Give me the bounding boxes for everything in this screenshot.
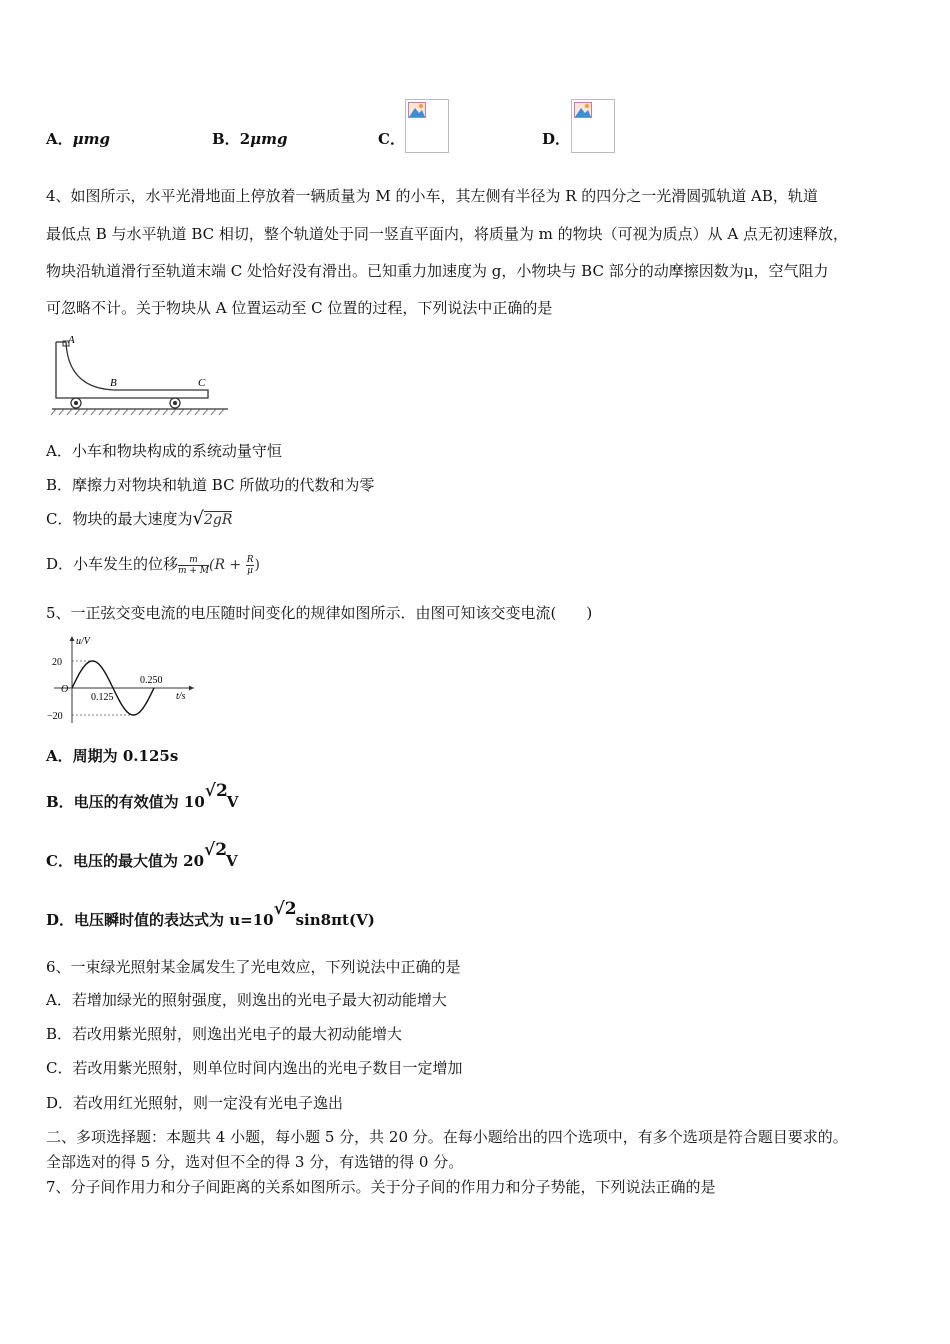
q4-option-c xyxy=(46,509,232,530)
q3-option-c xyxy=(378,128,405,149)
q5-option-d xyxy=(46,899,375,930)
cart-body xyxy=(56,342,208,398)
section2-heading-line-2: 全部选对的得 5 分，选对但不全的得 3 分，有选错的得 0 分。 xyxy=(46,1153,464,1171)
q5-voltage-chart xyxy=(44,633,200,725)
section2-heading-line-1: 二、多项选择题：本题共 4 小题，每小题 5 分，共 20 分。在每小题给出的四个选项中，有多个选项是符合题目要求的。 xyxy=(46,1128,848,1146)
x-axis-label: t/s xyxy=(176,691,186,702)
q5-option-d-root: √2 xyxy=(273,899,297,919)
q3-option-d xyxy=(542,128,570,149)
q4-option-d-den: m + M xyxy=(178,565,210,576)
q5-option-d-formula: sin8πt(V) xyxy=(295,911,375,929)
q3-option-b-coef: 2 xyxy=(239,130,251,148)
q5-option-d-text: D．电压瞬时值的表达式为 u=10 xyxy=(46,911,274,929)
y-axis-arrow xyxy=(70,636,75,641)
q5-option-a: A．周期为 0.125s xyxy=(46,747,179,765)
q4-option-a: A．小车和物块构成的系统动量守恒 xyxy=(46,442,282,460)
x-tick-label-0125: 0.125 xyxy=(91,692,114,703)
q4-option-d-inner-den: μ xyxy=(247,565,253,576)
q5-option-b-unit: V xyxy=(226,793,239,811)
q4-option-d-paren-close: ) xyxy=(254,557,260,573)
q3-option-d-label: D． xyxy=(542,130,571,148)
q3-option-b xyxy=(212,128,287,149)
y-tick-label-max: 20 xyxy=(52,657,62,668)
q5-option-c-root: √2 xyxy=(204,840,228,860)
label-b: B xyxy=(110,377,117,389)
label-c: C xyxy=(198,377,206,389)
q4-stem-line-4: 可忽略不计。关于物块从 A 位置运动至 C 位置的过程，下列说法中正确的是 xyxy=(46,299,553,317)
q4-stem-line-3: 物块沿轨道滑行至轨道末端 C 处恰好没有滑出。已知重力加速度为 g，小物块与 BC 部分的动摩擦因数为μ，空气阻力 xyxy=(46,262,829,280)
q4-stem-line-1: 4、如图所示，水平光滑地面上停放着一辆质量为 M 的小车，其左侧有半径为 R 的四分之一光滑圆弧轨道 AB，轨道 xyxy=(46,187,818,205)
q4-option-c-text: C．物块的最大速度为 xyxy=(46,510,193,528)
q3-option-a-value: μmg xyxy=(72,130,110,148)
q3-option-c-broken-image-icon xyxy=(405,99,449,153)
x-axis-arrow xyxy=(189,686,194,691)
q4-option-d xyxy=(46,554,260,576)
q5-stem: 5、一正弦交变电流的电压随时间变化的规律如图所示．由图可知该交变电流( ) xyxy=(46,604,593,622)
q4-option-d-text: D．小车发生的位移 xyxy=(46,555,179,573)
q6-option-d: D．若改用红光照射，则一定没有光电子逸出 xyxy=(46,1094,344,1112)
q3-option-d-broken-image-icon xyxy=(571,99,615,153)
q4-option-b: B．摩擦力对物块和轨道 BC 所做功的代数和为零 xyxy=(46,476,375,494)
label-a: A xyxy=(68,334,75,346)
q4-stem-line-2: 最低点 B 与水平轨道 BC 相切，整个轨道处于同一竖直平面内，将质量为 m 的物块（可视为质点）从 A 点无初速释放， xyxy=(46,225,849,243)
q5-option-c-unit: V xyxy=(226,852,238,870)
q3-option-c-label: C． xyxy=(378,130,405,148)
q6-option-b: B．若改用紫光照射，则逸出光电子的最大初动能增大 xyxy=(46,1025,403,1043)
q4-option-d-fraction xyxy=(178,555,209,576)
q3-option-b-value: μmg xyxy=(250,130,288,148)
q3-option-b-label: B． xyxy=(212,130,240,148)
q5-option-b-text: B．电压的有效值为 10 xyxy=(46,793,205,811)
q5-option-c-text: C．电压的最大值为 20 xyxy=(46,852,205,870)
q4-option-d-num: m xyxy=(178,555,209,566)
origin-label: O xyxy=(61,684,69,695)
q4-cart-figure xyxy=(48,332,230,418)
q6-stem: 6、一束绿光照射某金属发生了光电效应，下列说法中正确的是 xyxy=(46,958,461,976)
y-tick-label-min: −20 xyxy=(47,711,63,722)
q6-option-a: A．若增加绿光的照射强度，则逸出的光电子最大初动能增大 xyxy=(46,991,447,1009)
q5-option-b-root: √2 xyxy=(204,781,228,801)
y-axis-label: u/V xyxy=(76,636,90,647)
q4-option-d-inner-num: R xyxy=(246,554,254,565)
q7-stem: 7、分子间作用力和分子间距离的关系如图所示。关于分子间的作用力和分子势能，下列说法正确的是 xyxy=(46,1178,716,1196)
sqrt-sign: √ xyxy=(192,508,204,529)
q4-option-c-formula: 2gR xyxy=(203,512,233,528)
q5-option-c xyxy=(46,840,238,871)
q3-option-a xyxy=(46,128,110,149)
q6-option-c: C．若改用紫光照射，则单位时间内逸出的光电子数目一定增加 xyxy=(46,1059,463,1077)
q5-option-b xyxy=(46,781,239,812)
x-tick-label-0250: 0.250 xyxy=(140,675,163,686)
q3-option-a-label: A． xyxy=(46,130,73,148)
q4-option-d-paren-open: (R + xyxy=(209,557,246,573)
